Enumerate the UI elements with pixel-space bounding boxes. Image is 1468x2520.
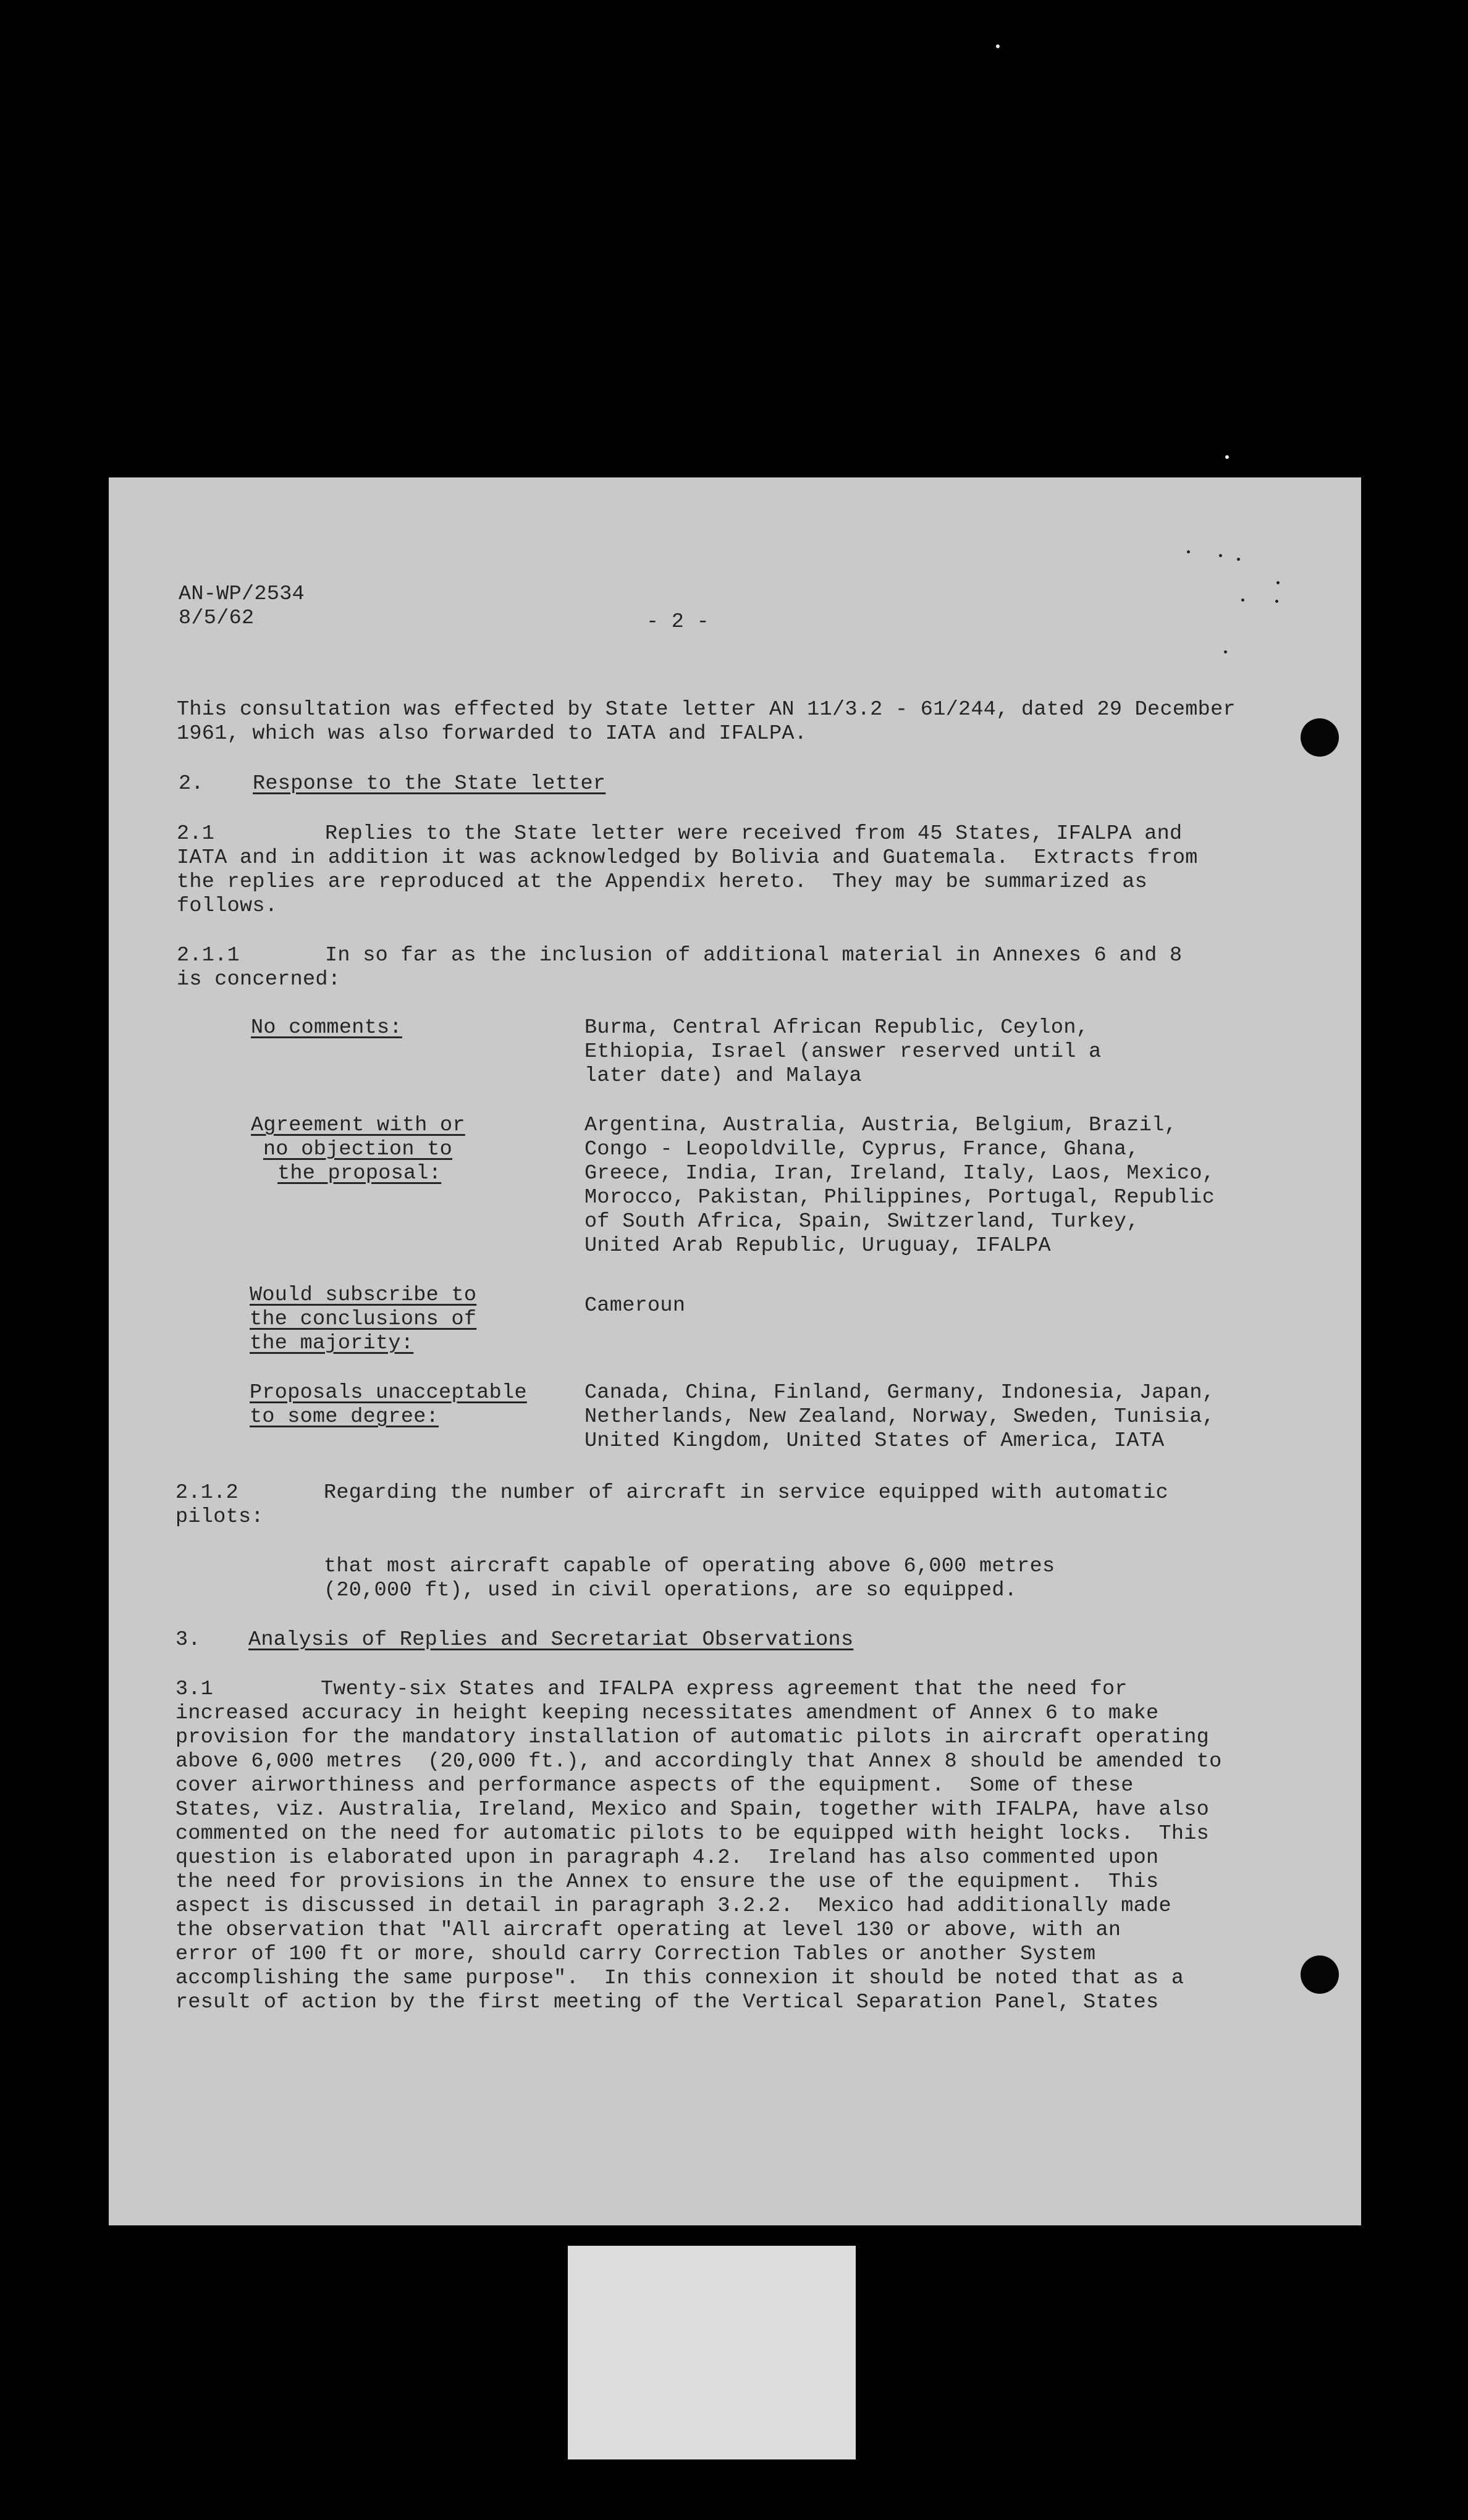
category-states: United Arab Republic, Uruguay, IFALPA [584, 1234, 1051, 1258]
punch-hole [1301, 1955, 1339, 1994]
paragraph-line: is concerned: [177, 968, 341, 991]
paragraph-number: 2.1 [177, 822, 215, 846]
paragraph-line: increased accuracy in height keeping necessitates amendment of Annex 6 to make [175, 1702, 1159, 1725]
paragraph-line: the observation that "All aircraft operating at level 130 or above, with an [175, 1918, 1121, 1942]
category-states: Burma, Central African Republic, Ceylon, [584, 1016, 1089, 1040]
doc-reference: AN-WP/2534 [179, 582, 305, 606]
category-label: Proposals unacceptable [250, 1381, 527, 1405]
paragraph-line: States, viz. Australia, Ireland, Mexico and Spain, together with IFALPA, have also [175, 1798, 1210, 1821]
speck [1237, 558, 1240, 561]
category-states: Ethiopia, Israel (answer reserved until a [584, 1040, 1102, 1064]
speck [1187, 550, 1190, 553]
doc-date: 8/5/62 [179, 607, 255, 630]
category-label: Agreement with or [251, 1114, 465, 1137]
quoted-line: that most aircraft capable of operating above 6,000 metres [324, 1555, 1055, 1578]
paragraph-line: aspect is discussed in detail in paragraph 3.2.2. Mexico had additionally made [175, 1894, 1171, 1918]
section-number: 3. [175, 1628, 201, 1652]
speck [1241, 598, 1244, 602]
category-states: Canada, China, Finland, Germany, Indonesia, Japan, [584, 1381, 1215, 1405]
section-number: 2. [179, 772, 204, 796]
category-states: later date) and Malaya [584, 1064, 862, 1088]
paragraph-number: 3.1 [175, 1678, 214, 1701]
paragraph-line: IATA and in addition it was acknowledged by Bolivia and Guatemala. Extracts from [177, 846, 1198, 870]
paragraph-line: question is elaborated upon in paragraph 4.2. Ireland has also commented upon [175, 1846, 1159, 1870]
blank-card [568, 2246, 856, 2459]
speck [996, 44, 1000, 48]
category-states: Netherlands, New Zealand, Norway, Sweden, Tunisia, [584, 1405, 1215, 1429]
category-states: Morocco, Pakistan, Philippines, Portugal, Republic [584, 1186, 1215, 1209]
category-label: the conclusions of [250, 1308, 477, 1331]
paragraph-number: 2.1.2 [175, 1481, 239, 1505]
speck [1275, 600, 1278, 603]
speck [1224, 650, 1227, 653]
category-label: to some degree: [250, 1405, 439, 1429]
paragraph-line: the need for provisions in the Annex to ensure the use of the equipment. This [175, 1870, 1159, 1894]
paragraph-line: Twenty-six States and IFALPA express agreement that the need for [321, 1678, 1128, 1701]
category-label: the proposal: [277, 1162, 442, 1185]
punch-hole [1301, 718, 1339, 757]
paragraph-line: follows. [177, 894, 278, 918]
category-states: of South Africa, Spain, Switzerland, Turkey, [584, 1210, 1139, 1233]
paragraph-line: In so far as the inclusion of additional material in Annexes 6 and 8 [325, 944, 1183, 967]
paragraph-line: Replies to the State letter were received from 45 States, IFALPA and [325, 822, 1183, 846]
category-states: Congo - Leopoldville, Cyprus, France, Ghana, [584, 1138, 1139, 1161]
intro-line: 1961, which was also forwarded to IATA and IFALPA. [177, 722, 808, 746]
paragraph-line: result of action by the first meeting of the Vertical Separation Panel, States [175, 1991, 1159, 2014]
paragraph-line: provision for the mandatory installation of automatic pilots in aircraft operating [175, 1726, 1210, 1749]
category-states: Cameroun [584, 1294, 686, 1317]
category-label: No comments: [251, 1016, 402, 1040]
category-states: Argentina, Australia, Austria, Belgium, Brazil, [584, 1114, 1177, 1137]
category-label: the majority: [250, 1332, 414, 1355]
category-states: United Kingdom, United States of America, IATA [584, 1429, 1165, 1453]
paragraph-number: 2.1.1 [177, 944, 240, 967]
paragraph-line: commented on the need for automatic pilots to be equipped with height locks. This [175, 1822, 1210, 1846]
page-number: - 2 - [646, 610, 710, 634]
speck [1219, 554, 1222, 557]
section-heading: Analysis of Replies and Secretariat Observations [248, 1628, 854, 1652]
category-label: no objection to [263, 1138, 453, 1161]
paragraph-line: pilots: [175, 1505, 264, 1529]
speck [1225, 455, 1229, 459]
section-heading: Response to the State letter [253, 772, 606, 796]
paragraph-line: cover airworthiness and performance aspects of the equipment. Some of these [175, 1774, 1134, 1797]
paragraph-line: above 6,000 metres (20,000 ft.), and accordingly that Annex 8 should be amended to [175, 1750, 1222, 1773]
paragraph-line: Regarding the number of aircraft in service equipped with automatic [324, 1481, 1169, 1505]
category-states: Greece, India, Iran, Ireland, Italy, Laos, Mexico, [584, 1162, 1215, 1185]
paragraph-line: error of 100 ft or more, should carry Correction Tables or another System [175, 1942, 1096, 1966]
quoted-line: (20,000 ft), used in civil operations, are so equipped. [324, 1579, 1018, 1602]
paragraph-line: accomplishing the same purpose". In this connexion it should be noted that as a [175, 1967, 1184, 1990]
paragraph-line: the replies are reproduced at the Appendix hereto. They may be summarized as [177, 870, 1148, 894]
speck [1276, 581, 1280, 584]
document-page [109, 477, 1361, 2225]
category-label: Would subscribe to [250, 1283, 477, 1307]
intro-line: This consultation was effected by State letter AN 11/3.2 - 61/244, dated 29 December [177, 698, 1236, 721]
